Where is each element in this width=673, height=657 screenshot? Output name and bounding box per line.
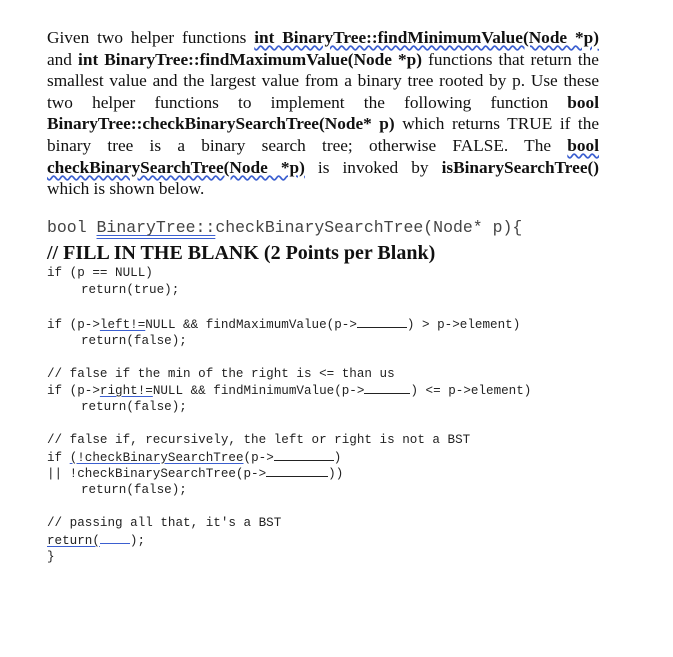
code-line-6-a: if (p-> — [47, 384, 100, 398]
code-line-13 — [47, 532, 145, 549]
blank-1[interactable] — [357, 316, 407, 328]
code-line-12: // passing all that, it's a BST — [47, 516, 282, 530]
code-line-2: return(true); — [81, 283, 180, 297]
code-line-5: // false if the min of the right is <= than us — [47, 367, 395, 381]
code-line-13-b: ); — [129, 534, 146, 548]
code-line-14: } — [47, 550, 55, 564]
sig-namespace: BinaryTree:: — [96, 218, 216, 237]
code-line-1: if (p == NULL) — [47, 266, 153, 280]
check-bst-signature: bool BinaryTree::checkBinarySearchTree(Node* p) — [47, 92, 599, 134]
find-maximum-signature: int BinaryTree::findMaximumValue(Node *p) — [78, 49, 423, 69]
code-line-11: return(false); — [81, 483, 187, 497]
blank-3[interactable] — [274, 449, 334, 461]
blank-4[interactable] — [266, 465, 328, 477]
code-line-10-a: || !checkBinarySearchTree(p-> — [47, 467, 267, 481]
code-line-9-a: if — [47, 451, 70, 465]
code-line-7: return(false); — [81, 400, 187, 414]
code-line-6-c: NULL && findMinimumValue(p-> — [152, 384, 365, 398]
code-line-9-call: (!checkBinarySearchTree — [69, 451, 244, 465]
sig-return-type: bool — [47, 218, 97, 237]
code-line-13-return: return( — [47, 534, 100, 548]
question-paragraph — [47, 27, 599, 200]
code-line-3-left: left!= — [99, 318, 146, 332]
code-line-6-right: right!= — [99, 384, 153, 398]
blank-2[interactable] — [364, 382, 410, 394]
code-line-3-c: NULL && findMaximumValue(p-> — [145, 318, 357, 332]
blank-5[interactable] — [100, 532, 130, 544]
sig-name: checkBinarySearchTree(Node* p){ — [215, 218, 523, 237]
code-line-9 — [47, 449, 341, 466]
code-line-3-a: if (p-> — [47, 318, 100, 332]
question-text-4: which returns TRUE if the binary tree is a binary search tree; otherwise FALSE. The — [47, 114, 600, 155]
question-text-6: which is shown below. — [47, 179, 205, 199]
code-line-6-d: ) <= p->element) — [410, 384, 532, 398]
code-line-4: return(false); — [81, 334, 187, 348]
question-text-3: functions that return the smallest value and the largest value from a binary tree rooted by p. Use these two helper functions to implement the following function — [47, 49, 599, 112]
is-bst-call: isBinarySearchTree() — [441, 157, 600, 177]
question-text-5: is invoked by — [304, 157, 442, 177]
question-text-2: and — [47, 49, 79, 69]
code-line-3-d: ) > p->element) — [406, 318, 521, 332]
check-bst-signature-2: bool checkBinarySearchTree(Node *p) — [47, 135, 599, 177]
question-text-1: Given two helper functions — [47, 28, 255, 47]
find-minimum-signature: int BinaryTree::findMinimumValue(Node *p) — [254, 28, 599, 47]
code-line-8: // false if, recursively, the left or right is not a BST — [47, 433, 471, 447]
fill-in-blank-heading: // FILL IN THE BLANK (2 Points per Blank) — [47, 242, 436, 264]
code-line-3 — [47, 316, 520, 333]
code-line-9-c: (p-> — [243, 451, 274, 465]
function-signature — [47, 218, 522, 237]
code-line-9-d: ) — [333, 451, 342, 465]
code-line-10 — [47, 465, 343, 482]
code-line-10-b: )) — [328, 467, 344, 481]
code-line-6 — [47, 382, 531, 399]
